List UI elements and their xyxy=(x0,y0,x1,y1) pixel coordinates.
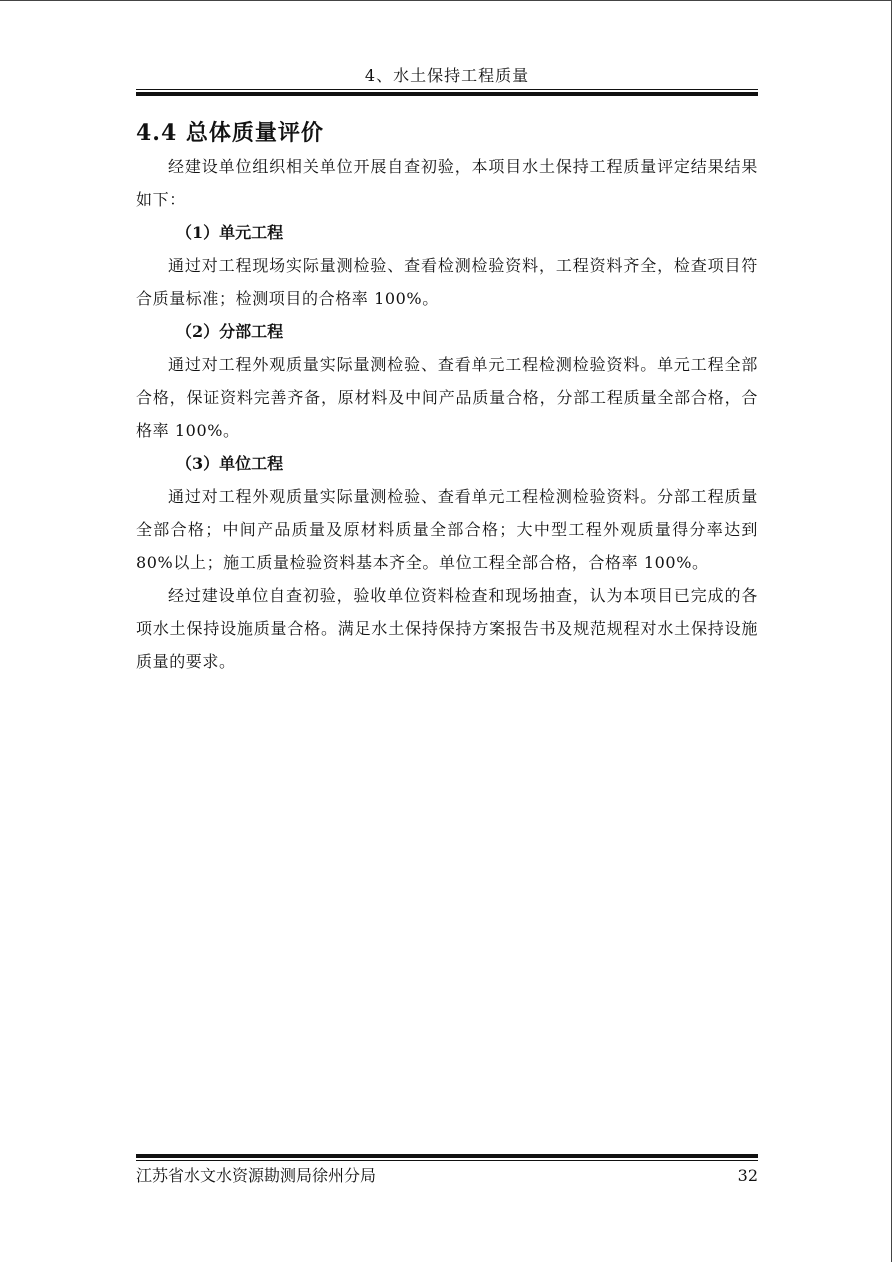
footer-rule-thick xyxy=(136,1154,758,1158)
page-header xyxy=(136,64,758,96)
header-rule-thin xyxy=(136,89,758,90)
page-footer xyxy=(136,1154,758,1189)
division-paragraph: 通过对工程外观质量实际量测检验、查看单元工程检测检验资料。单元工程全部合格，保证资料完善齐备，原材料及中间产品质量合格，分部工程质量全部合格，合格率 100%。 xyxy=(136,355,758,440)
project-paragraph: 通过对工程外观质量实际量测检验、查看单元工程检测检验资料。分部工程质量全部合格；中间产品质量及原材料质量全部合格；大中型工程外观质量得分率达到 80%以上；施工质量检验资料基本齐全。单位工程全部合格，合格率 100%。 xyxy=(136,487,758,572)
footer-row xyxy=(136,1163,758,1189)
footer-organization: 江苏省水文水资源勘测局徐州分局 xyxy=(136,1166,377,1185)
subheading-unit: （1）单元工程 xyxy=(176,223,284,242)
subheading-division: （2）分部工程 xyxy=(176,322,284,341)
subheading-project: （3）单位工程 xyxy=(176,454,284,473)
section-title: 4.4 总体质量评价 xyxy=(136,120,324,146)
conclusion-paragraph: 经过建设单位自查初验，验收单位资料检查和现场抽查，认为本项目已完成的各项水土保持设施质量合格。满足水土保持保持方案报告书及规范规程对水土保持设施质量的要求。 xyxy=(136,586,758,671)
header-rule-thick xyxy=(136,92,758,96)
document-body xyxy=(136,116,758,678)
unit-paragraph: 通过对工程现场实际量测检验、查看检测检验资料，工程资料齐全，检查项目符合质量标准；检测项目的合格率 100%。 xyxy=(136,256,758,308)
intro-paragraph: 经建设单位组织相关单位开展自查初验，本项目水土保持工程质量评定结果结果如下： xyxy=(136,157,758,209)
header-title: 4、水土保持工程质量 xyxy=(364,66,530,85)
footer-rule-thin xyxy=(136,1160,758,1161)
page-number: 32 xyxy=(737,1166,758,1185)
